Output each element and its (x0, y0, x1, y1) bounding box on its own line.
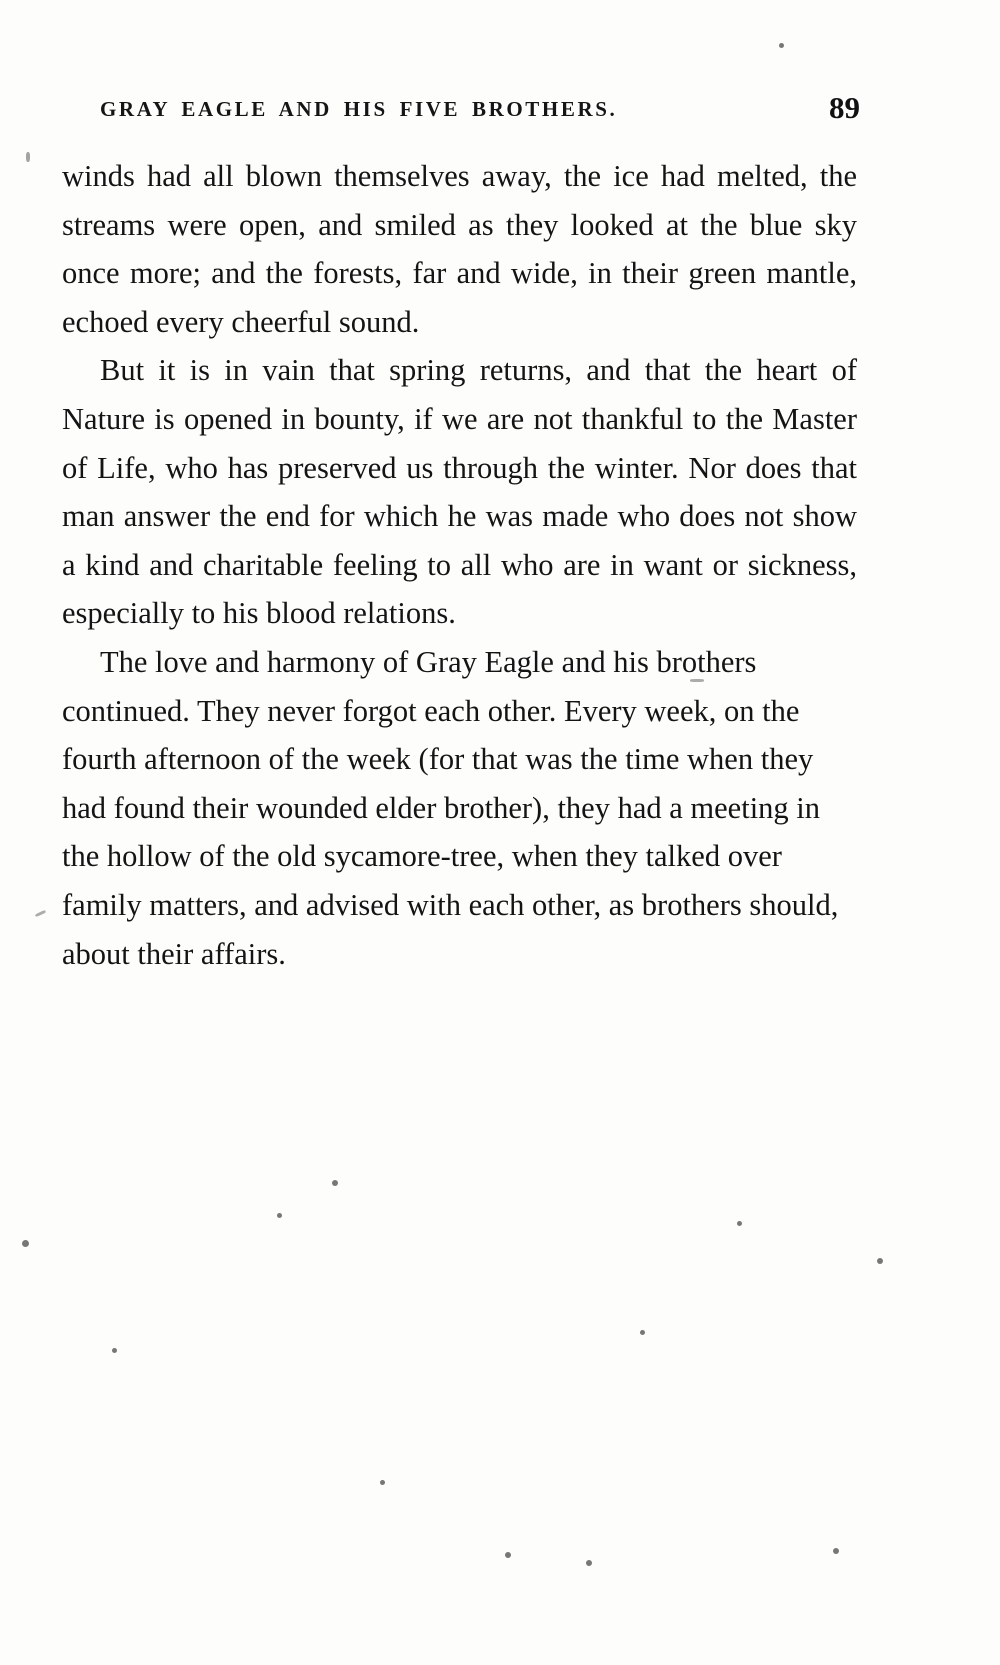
scan-speck (640, 1330, 645, 1335)
scan-speck (779, 43, 784, 48)
scan-speck (690, 679, 704, 682)
scan-speck (586, 1560, 592, 1566)
paragraph: The love and harmony of Gray Eagle and his brothers continued. They never forgot each other. Every week, on the fourth afternoon of the week (for that was the time when they had found their wounded elder brother), they had a meeting in the hollow of the old sycamore-tree, when they talked over family matters, and advised with each other, as brothers should, about their affairs. (62, 644, 839, 971)
scan-speck (35, 910, 46, 917)
scan-speck (380, 1480, 385, 1485)
running-head-title: GRAY EAGLE AND HIS FIVE BROTHERS. (100, 97, 618, 121)
scan-speck (26, 152, 30, 162)
scan-speck (877, 1258, 883, 1264)
scan-speck (332, 1180, 338, 1186)
page-number: 89 (829, 90, 860, 125)
scan-speck (112, 1348, 117, 1353)
running-head (100, 88, 860, 124)
scan-speck (277, 1213, 282, 1218)
scan-speck (833, 1548, 839, 1554)
scan-speck (505, 1552, 511, 1558)
paragraph: winds had all blown themselves away, the ice had melted, the streams were open, and smiled as they looked at the blue sky once more; and the forests, far and wide, in their green mantle, echoed every cheerful sound. (62, 159, 857, 339)
scan-speck (22, 1240, 29, 1247)
paragraph: But it is in vain that spring returns, and that the heart of Nature is opened in bounty, if we are not thankful to the Master of Life, who has preserved us through the winter. Nor does that man answer the end for which he was made who does not show a kind and charitable feeling to all who are in want or sickness, especially to his blood relations. (62, 353, 857, 631)
body-text (62, 152, 857, 978)
scan-speck (737, 1221, 742, 1226)
